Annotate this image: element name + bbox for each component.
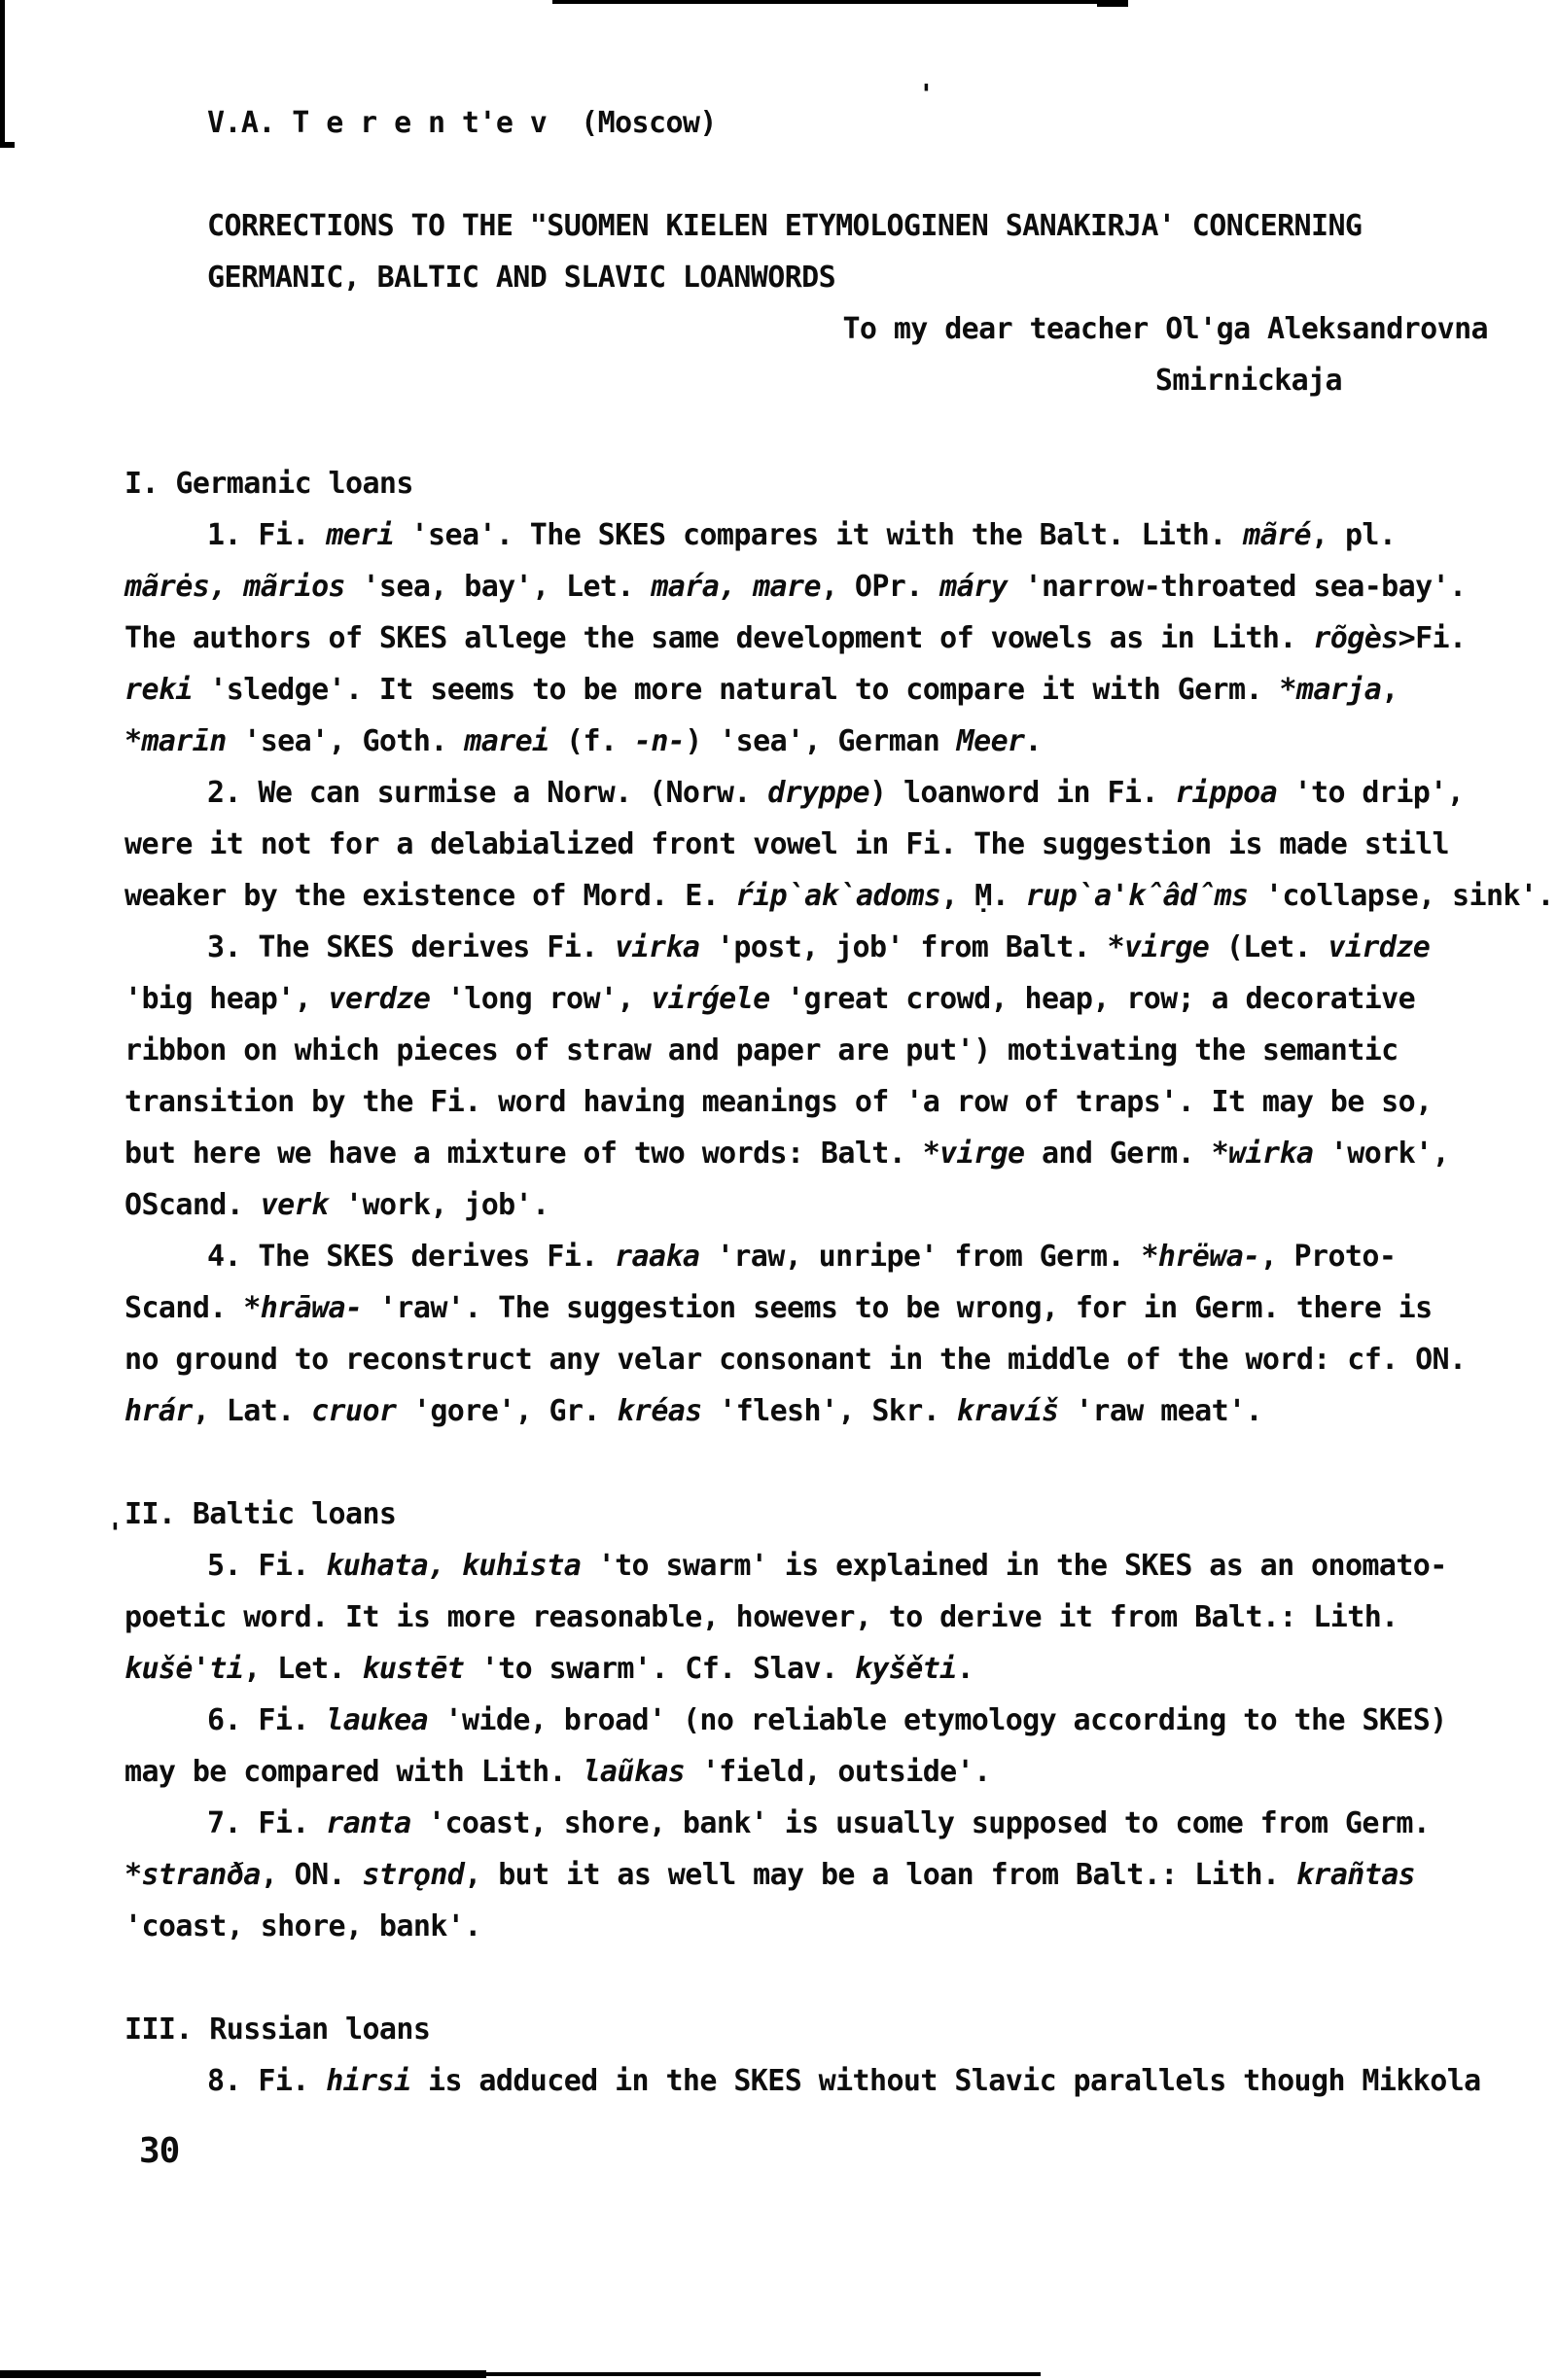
italic-term: hrár xyxy=(124,1394,193,1428)
text-segment: OScand. xyxy=(124,1188,261,1222)
text-line xyxy=(124,1385,1509,1437)
text-segment: 8. Fi. xyxy=(207,2064,327,2098)
text-segment: (f. xyxy=(549,724,634,758)
text-segment: 'big heap', xyxy=(124,982,329,1016)
text-line xyxy=(124,767,1509,819)
text-segment: , ON. xyxy=(260,1858,363,1892)
text-segment: no ground to reconstruct any velar consonant in the middle of the word: cf. ON. xyxy=(124,1343,1467,1377)
text-line xyxy=(124,2004,1509,2055)
text-line xyxy=(124,1901,1509,1952)
text-segment: , but it as well may be a loan from Balt.: Lith. xyxy=(464,1858,1296,1892)
text-segment: 'gore', Gr. xyxy=(396,1394,618,1428)
text-line xyxy=(124,1025,1509,1076)
italic-term: *hrāwa- xyxy=(243,1291,363,1325)
text-segment: The authors of SKES allege the same development of vowels as in Lith. xyxy=(124,621,1314,655)
text-segment: 'work, job'. xyxy=(328,1188,549,1222)
text-line xyxy=(124,1798,1509,1849)
italic-term: *marja xyxy=(1279,673,1382,707)
text-segment: 'post, job' from Balt. xyxy=(699,930,1108,964)
document-text xyxy=(124,97,1554,2107)
italic-term: marei xyxy=(464,724,549,758)
italic-term: máry xyxy=(939,570,1009,604)
text-line xyxy=(124,1488,1509,1540)
text-line xyxy=(124,973,1509,1025)
text-segment: GERMANIC, BALTIC AND SLAVIC LOANWORDS xyxy=(207,261,836,295)
text-segment: transition by the Fi. word having meanings of 'a row of traps'. It may be so, xyxy=(124,1085,1433,1119)
text-segment: 'sea', Goth. xyxy=(226,724,465,758)
scan-artifact-top-nub xyxy=(1097,0,1128,7)
text-segment: were it not for a delabialized front vowel in Fi. The suggestion is made still xyxy=(124,827,1449,861)
text-segment: 'raw'. The suggestion seems to be wrong, for in Germ. there is xyxy=(362,1291,1433,1325)
italic-term: cruor xyxy=(311,1394,397,1428)
blank-line xyxy=(124,1437,1509,1488)
italic-term: *virge xyxy=(1107,930,1210,964)
text-segment: 'sea'. The SKES compares it with the Balt. Lith. xyxy=(394,518,1244,552)
text-segment: ribbon on which pieces of straw and paper are put') motivating the semantic xyxy=(124,1033,1399,1068)
italic-term: laukea xyxy=(326,1703,429,1737)
text-line xyxy=(124,1128,1509,1179)
text-line xyxy=(124,200,1509,252)
italic-term: laũkas xyxy=(583,1755,686,1789)
text-segment: I. Germanic loans xyxy=(124,467,413,501)
italic-term: *marīn xyxy=(124,724,227,758)
text-segment: 2. We can surmise a Norw. (Norw. xyxy=(207,776,768,810)
italic-term: virdze xyxy=(1328,930,1431,964)
text-segment: 'wide, broad' (no reliable etymology according to the SKES) xyxy=(428,1703,1447,1737)
text-segment: 7. Fi. xyxy=(207,1806,327,1840)
text-segment: , Lat. xyxy=(192,1394,312,1428)
text-line xyxy=(124,1334,1509,1385)
text-segment: 'narrow-throated sea-bay'. xyxy=(1008,570,1467,604)
italic-term: ŕip̀ak̀adoms xyxy=(735,879,941,913)
italic-term: Meer xyxy=(956,724,1025,758)
text-segment: weaker by the existence of Mord. E. xyxy=(124,879,736,913)
text-line xyxy=(124,252,1509,303)
scan-artifact-top-bar xyxy=(552,0,1102,4)
text-line xyxy=(124,1231,1509,1282)
italic-term: strǫnd xyxy=(362,1858,465,1892)
text-segment: 'raw meat'. xyxy=(1058,1394,1262,1428)
italic-term: ranta xyxy=(326,1806,411,1840)
text-segment: 'collapse, sink'. xyxy=(1248,879,1554,913)
text-segment: Smirnickaja xyxy=(1154,364,1342,398)
italic-term: rippoa xyxy=(1175,776,1278,810)
scan-artifact-bottom-bar-thick xyxy=(0,2370,486,2378)
scan-artifact-left-strip xyxy=(0,0,5,144)
text-segment: (Let. xyxy=(1209,930,1328,964)
text-segment: 'long row', xyxy=(430,982,652,1016)
text-line xyxy=(124,1746,1509,1798)
italic-term: krañtas xyxy=(1295,1858,1416,1892)
text-segment: 'sea, bay', Let. xyxy=(345,570,652,604)
italic-term: rup̀a'k̂âd̂ms xyxy=(1025,879,1249,913)
italic-term: maŕa, mare xyxy=(651,570,821,604)
italic-term: verdze xyxy=(328,982,431,1016)
italic-term: kréas xyxy=(617,1394,702,1428)
text-segment: , Proto- xyxy=(1259,1240,1397,1274)
italic-term: kravíš xyxy=(956,1394,1059,1428)
italic-term: virǵele xyxy=(651,982,770,1016)
italic-term: mãré xyxy=(1243,518,1312,552)
text-segment: , Ṃ. xyxy=(940,879,1026,913)
text-segment: 6. Fi. xyxy=(207,1703,327,1737)
text-line xyxy=(124,509,1509,561)
text-segment: >Fi. xyxy=(1398,621,1467,655)
text-line xyxy=(124,1076,1509,1128)
italic-term: verk xyxy=(260,1188,329,1222)
text-segment: and Germ. xyxy=(1024,1137,1212,1171)
text-segment: 3. The SKES derives Fi. xyxy=(207,930,616,964)
text-line xyxy=(124,819,1509,870)
text-line xyxy=(124,922,1509,973)
italic-term: meri xyxy=(326,518,395,552)
text-segment: 'sledge'. It seems to be more natural to compare it with Germ. xyxy=(192,673,1280,707)
text-line xyxy=(124,1282,1509,1334)
text-segment: . xyxy=(956,1652,974,1686)
text-line xyxy=(124,664,1509,716)
text-segment: 'coast, shore, bank'. xyxy=(124,1909,481,1943)
text-line xyxy=(124,1540,1509,1592)
text-segment: ) 'sea', German xyxy=(685,724,957,758)
italic-term: reki xyxy=(124,673,193,707)
text-segment: , xyxy=(1381,673,1399,707)
italic-term: -n- xyxy=(633,724,686,758)
italic-term: raaka xyxy=(615,1240,700,1274)
text-segment: 'to swarm'. Cf. Slav. xyxy=(464,1652,855,1686)
text-line xyxy=(124,97,1509,149)
scan-artifact-bottom-bar-thin xyxy=(486,2372,1041,2376)
blank-line xyxy=(124,149,1509,200)
text-segment: , pl. xyxy=(1311,518,1397,552)
italic-term: *stranða xyxy=(124,1858,261,1892)
text-line xyxy=(124,716,1509,767)
text-segment: 'coast, shore, bank' is usually supposed to come from Germ. xyxy=(410,1806,1431,1840)
text-segment: ) loanword in Fi. xyxy=(869,776,1176,810)
text-line xyxy=(124,458,1509,509)
italic-term: kustēt xyxy=(362,1652,465,1686)
italic-term: mãrės, mãrios xyxy=(124,570,345,604)
italic-term: kuhata, kuhista xyxy=(326,1549,582,1583)
text-segment: 'to drip', xyxy=(1277,776,1465,810)
text-segment: Scand. xyxy=(124,1291,244,1325)
italic-term: hirsi xyxy=(326,2064,411,2098)
text-line xyxy=(124,1179,1509,1231)
text-segment: V.A. T e r e n t'e v (Moscow) xyxy=(207,106,717,140)
blank-line xyxy=(124,406,1509,458)
text-segment: may be compared with Lith. xyxy=(124,1755,584,1789)
italic-term: kyšěti xyxy=(854,1652,957,1686)
text-segment: 4. The SKES derives Fi. xyxy=(207,1240,616,1274)
text-segment: 'field, outside'. xyxy=(685,1755,991,1789)
scan-artifact-left-nub xyxy=(0,142,15,148)
text-line xyxy=(124,612,1509,664)
italic-term: *virge xyxy=(922,1137,1025,1171)
page-number: 30 xyxy=(139,2131,180,2171)
text-segment: 1. Fi. xyxy=(207,518,327,552)
text-segment: CORRECTIONS TO THE "SUOMEN KIELEN ETYMOLOGINEN SANAKIRJA' CONCERNING xyxy=(207,209,1363,243)
text-line xyxy=(124,1849,1509,1901)
italic-term: *hrëwa- xyxy=(1141,1240,1260,1274)
text-line xyxy=(124,1592,1509,1643)
text-segment: , OPr. xyxy=(820,570,940,604)
text-segment: is adduced in the SKES without Slavic parallels though Mikkola xyxy=(410,2064,1481,2098)
italic-term: *wirka xyxy=(1211,1137,1314,1171)
text-line xyxy=(124,2055,1509,2107)
italic-term: virka xyxy=(615,930,700,964)
text-segment: II. Baltic loans xyxy=(124,1497,397,1531)
text-line xyxy=(124,1695,1509,1746)
blank-line xyxy=(124,1952,1509,2004)
text-line xyxy=(124,303,1509,355)
text-line xyxy=(124,1643,1509,1695)
text-line xyxy=(124,870,1554,922)
text-segment: 'raw, unripe' from Germ. xyxy=(699,1240,1142,1274)
stray-mark: ' xyxy=(107,1517,124,1549)
text-segment: , Let. xyxy=(243,1652,363,1686)
text-segment: 5. Fi. xyxy=(207,1549,327,1583)
italic-term: rõgès xyxy=(1313,621,1399,655)
stray-mark: ' xyxy=(918,78,935,110)
text-segment: poetic word. It is more reasonable, however, to derive it from Balt.: Lith. xyxy=(124,1600,1399,1634)
text-line xyxy=(124,561,1509,612)
text-segment: 'work', xyxy=(1313,1137,1450,1171)
text-segment: 'to swarm' is explained in the SKES as an onomato- xyxy=(581,1549,1447,1583)
text-segment: but here we have a mixture of two words: Balt. xyxy=(124,1137,923,1171)
italic-term: dryppe xyxy=(767,776,870,810)
text-segment: 'flesh', Skr. xyxy=(701,1394,957,1428)
text-line xyxy=(124,355,1509,406)
text-segment: . xyxy=(1024,724,1042,758)
text-segment: To my dear teacher Ol'ga Aleksandrovna xyxy=(842,312,1488,346)
text-segment: III. Russian loans xyxy=(124,2012,431,2047)
text-segment: 'great crowd, heap, row; a decorative xyxy=(769,982,1416,1016)
italic-term: kušė'ti xyxy=(124,1652,244,1686)
